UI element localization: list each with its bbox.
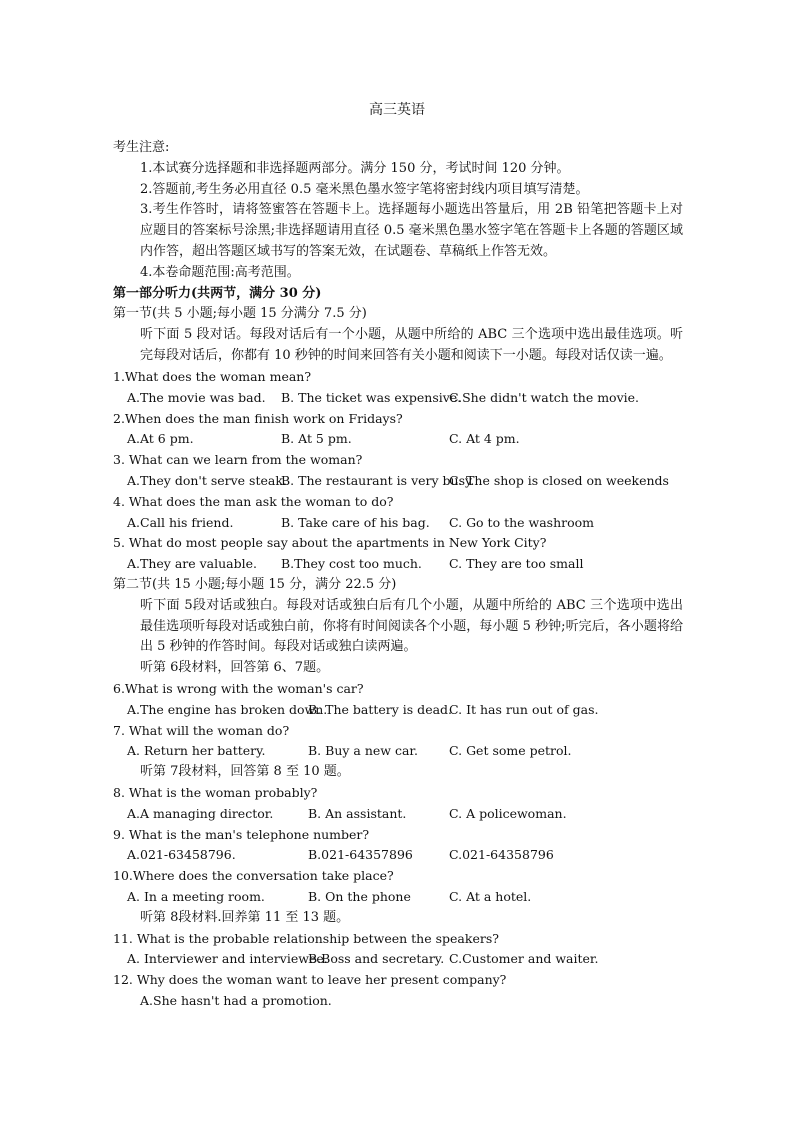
section2-instruction: 听下面 5段对话或独白。每段对话或独白后有几个小题，从题中所给的 ABC 三个选项中选出最佳选项听每段对话或独白前，你将有时间阅读各个小题，每小题 5 秒钟;听完后，各小题将给出 5 秒钟的作答时间。每段对话或独白读两遍。: [140, 597, 683, 655]
option-b: B. The restaurant is very busy.: [281, 472, 475, 488]
option-c: C.021-64358796: [449, 847, 554, 863]
section2-block: [113, 575, 683, 679]
material-7-note: 听第 7段材料，回答第 8 至 10 题。: [140, 764, 350, 780]
question-options: [113, 429, 683, 450]
question-stem: 8. What is the woman probably?: [113, 784, 318, 800]
page-title: 高三英语: [369, 102, 425, 118]
question-options: [113, 887, 683, 908]
option-c: C.Customer and waiter.: [449, 951, 599, 967]
option-b: B. An assistant.: [308, 805, 407, 821]
option-b: B. Buy a new car.: [308, 743, 418, 759]
question-options: [113, 554, 683, 575]
option-c: C. At a hotel.: [449, 888, 532, 904]
question-options: [113, 949, 683, 970]
question-stem: 7. What will the woman do?: [113, 722, 290, 738]
option-c: C. It has run out of gas.: [449, 701, 599, 717]
question-stem: 9. What is the man's telephone number?: [113, 826, 370, 842]
question-options: [113, 741, 683, 762]
notice-block: [113, 138, 683, 367]
option-a: A.021-63458796.: [127, 847, 236, 863]
option-a: A. Interviewer and interviewee.: [127, 951, 328, 967]
option-a: A. In a meeting room.: [127, 888, 265, 904]
option-b: B.Boss and secretary.: [308, 951, 445, 967]
section2-questions: [113, 679, 683, 1012]
option-c: C. The shop is closed on weekends: [449, 472, 669, 488]
option-a: A.At 6 pm.: [127, 431, 194, 447]
option-b: B. Take care of his bag.: [281, 514, 430, 530]
option-a: A.They are valuable.: [127, 556, 258, 572]
option-b: B.They cost too much.: [281, 556, 422, 572]
section2-heading: 第二节(共 15 小题;每小题 15 分，满分 22.5 分): [113, 577, 397, 592]
notice-item: 4.本卷命题范围:高考范围。: [140, 264, 300, 280]
material-6-note: 听第 6段材料，回答第 6、7题。: [140, 660, 330, 676]
notice-item: 2.答题前,考生务必用直径 0.5 毫米黑色墨水签字笔将密封线内项目填写清楚。: [140, 181, 589, 197]
section1-instruction: 听下面 5 段对话。每段对话后有一个小题，从题中所给的 ABC 三个选项中选出最佳选项。听完每段对话后，你都有 10 秒钟的时间来回答有关小题和阅读下一小题。每段对话仅读一遍。: [140, 327, 683, 363]
question-stem: 12. Why does the woman want to leave her present company?: [113, 972, 507, 988]
question-stem: 5. What do most people say about the apartments in New York City?: [113, 535, 547, 551]
option-b: B. The ticket was expensive.: [281, 389, 462, 405]
section1-questions: [113, 367, 683, 575]
option-a: A.The engine has broken down.: [127, 701, 328, 717]
question-options: [113, 700, 683, 721]
option-c: C. A policewoman.: [449, 805, 567, 821]
option-b: B. At 5 pm.: [281, 431, 352, 447]
question-stem: 10.Where does the conversation take place?: [113, 868, 394, 884]
part1-heading: 第一部分听力(共两节，满分 30 分): [113, 285, 322, 301]
option-c: C. They are too small: [449, 556, 584, 572]
notice-heading: 考生注意:: [113, 140, 170, 155]
option-a: A.She hasn't had a promotion.: [140, 992, 332, 1008]
question-stem: 1.What does the woman mean?: [113, 369, 312, 384]
question-stem: 2.When does the man finish work on Fridays?: [113, 410, 403, 426]
material-8-note: 听第 8段材料.回养第 11 至 13 题。: [140, 909, 350, 925]
question-stem: 4. What does the man ask the woman to do?: [113, 493, 394, 509]
option-a: A.The movie was bad.: [127, 389, 266, 405]
question-options: [113, 991, 683, 1012]
question-stem: 6.What is wrong with the woman's car?: [113, 681, 364, 696]
option-c: C. At 4 pm.: [449, 431, 520, 447]
question-options: [113, 471, 683, 492]
notice-item: 3.考生作答时，请将签蜜答在答题卡上。选择题每小题选出答量后，用 2B 铅笔把答题卡上对应题目的答案标号涂黑;非选择题请用直径 0.5 毫米黑色墨水签字笔在答题卡上各题的答题区域内作答，超出答题区域书写的答案无效，在试题卷、草稿纸上作答无效。: [140, 202, 683, 259]
option-c: C. Go to the washroom: [449, 514, 595, 530]
option-a: A. Return her battery.: [127, 743, 266, 759]
option-a: A.A managing director.: [127, 805, 274, 821]
question-stem: 3. What can we learn from the woman?: [113, 452, 363, 468]
question-options: [113, 804, 683, 825]
question-options: [113, 513, 683, 534]
option-c: C.She didn't watch the movie.: [449, 389, 640, 405]
option-a: A.Call his friend.: [127, 514, 234, 530]
section1-heading: 第一节(共 5 小题;每小题 15 分满分 7.5 分): [113, 306, 367, 322]
option-c: C. Get some petrol.: [449, 743, 572, 759]
option-b: B.021-64357896: [308, 847, 413, 863]
notice-item: 1.本试赛分选择题和非选择题两部分。满分 150 分，考试时间 120 分钟。: [140, 160, 570, 176]
option-b: B. The battery is dead.: [308, 701, 453, 717]
option-a: A.They don't serve steak.: [127, 472, 287, 488]
question-options: [113, 388, 683, 409]
question-stem: 11. What is the probable relationship between the speakers?: [113, 930, 499, 946]
question-options: [113, 845, 683, 866]
option-b: B. On the phone: [308, 888, 411, 904]
